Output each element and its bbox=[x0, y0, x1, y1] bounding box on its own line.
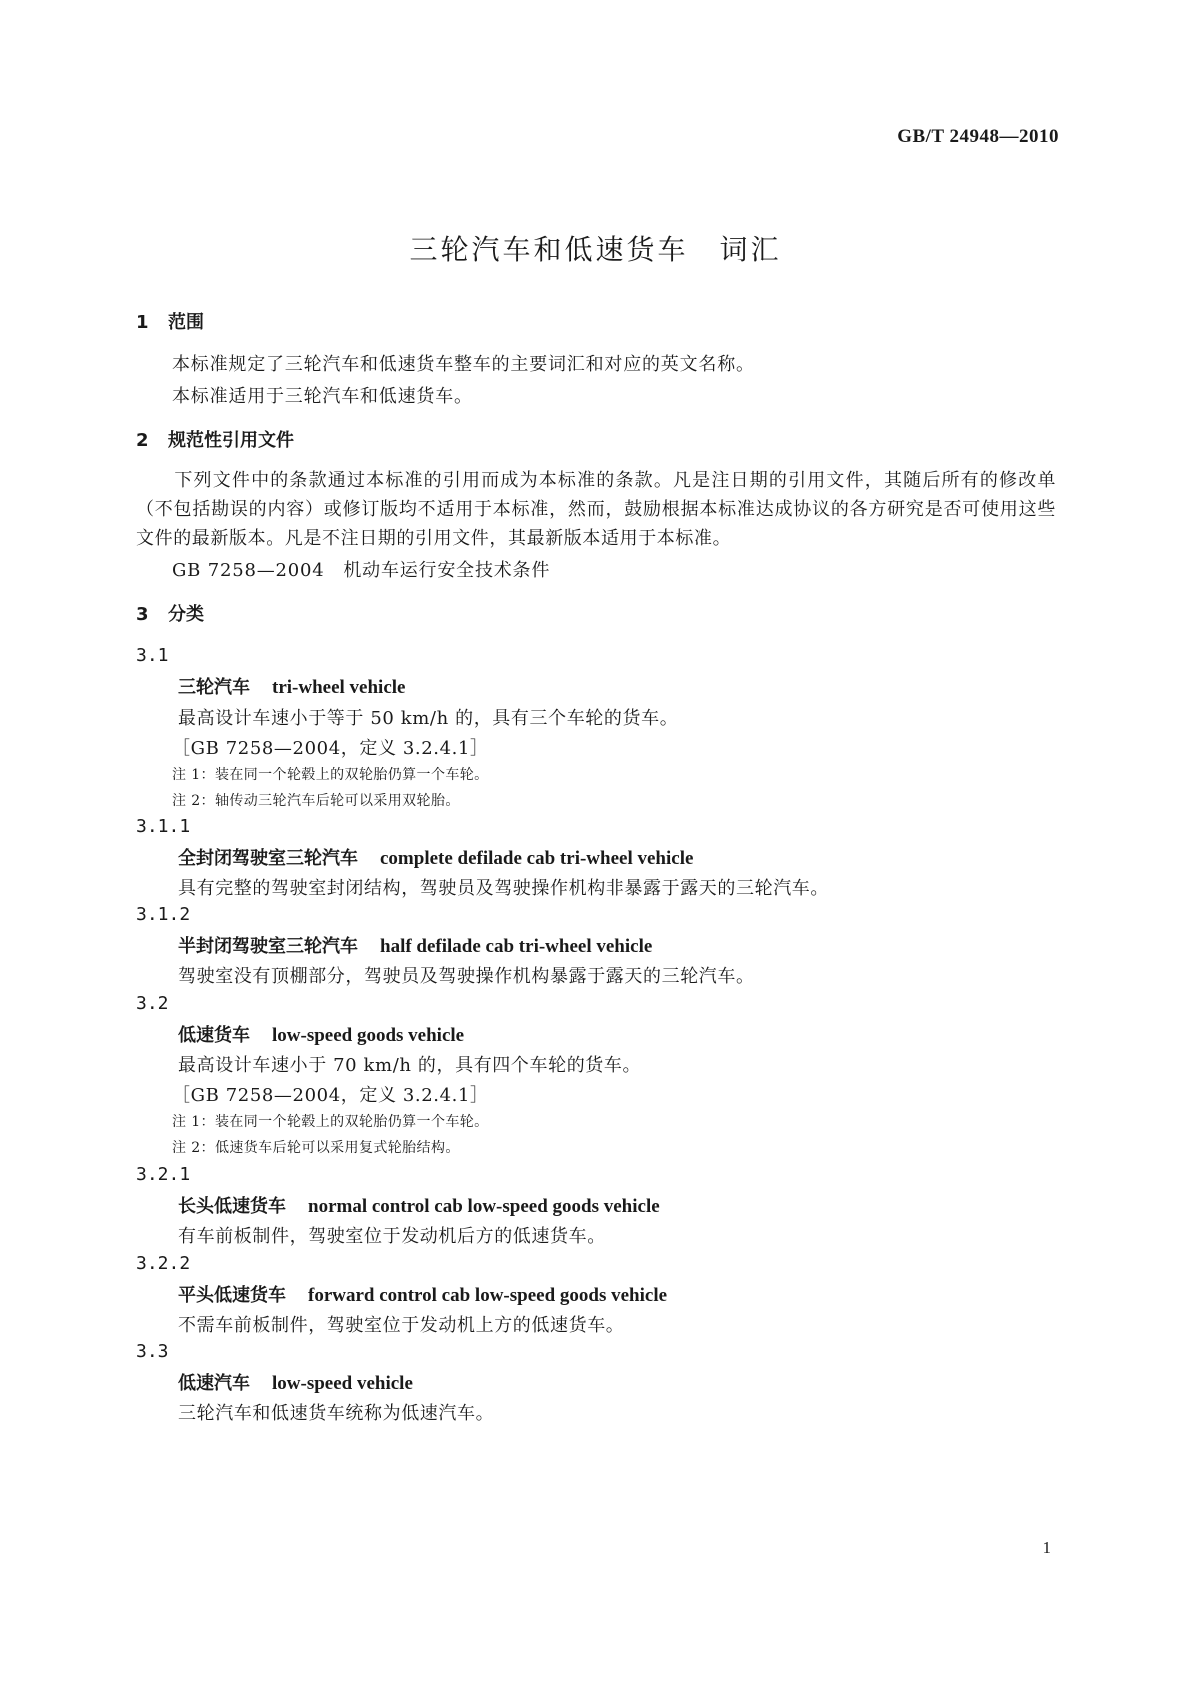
term-en: complete defilade cab tri-wheel vehicle bbox=[380, 848, 694, 869]
term-en: half defilade cab tri-wheel vehicle bbox=[380, 936, 653, 957]
scope-paragraph-2: 本标准适用于三轮汽车和低速货车。 bbox=[172, 386, 473, 407]
term-definition: 不需车前板制件，驾驶室位于发动机上方的低速货车。 bbox=[178, 1315, 625, 1336]
term-note: 注 2：低速货车后轮可以采用复式轮胎结构。 bbox=[172, 1140, 460, 1156]
clause-number: 3.2.2 bbox=[136, 1253, 191, 1274]
section-title: 范围 bbox=[168, 312, 204, 333]
term-zh: 半封闭驾驶室三轮汽车 bbox=[178, 936, 358, 957]
term-entry bbox=[178, 844, 693, 870]
term-entry bbox=[178, 1369, 413, 1395]
term-zh: 平头低速货车 bbox=[178, 1285, 286, 1306]
section-number: 3 bbox=[136, 604, 149, 625]
document-title: 三轮汽车和低速货车 词汇 bbox=[409, 233, 782, 266]
standard-code: GB/T 24948—2010 bbox=[897, 126, 1059, 147]
term-note: 注 2：轴传动三轮汽车后轮可以采用双轮胎。 bbox=[172, 793, 460, 809]
term-definition: 具有完整的驾驶室封闭结构，驾驶员及驾驶操作机构非暴露于露天的三轮汽车。 bbox=[178, 878, 829, 899]
term-note: 注 1：装在同一个轮毂上的双轮胎仍算一个车轮。 bbox=[172, 1114, 489, 1130]
term-en: low-speed goods vehicle bbox=[272, 1025, 465, 1046]
section-2-heading bbox=[136, 426, 294, 452]
section-title: 规范性引用文件 bbox=[168, 430, 294, 451]
section-title: 分类 bbox=[168, 604, 204, 625]
term-zh: 全封闭驾驶室三轮汽车 bbox=[178, 848, 358, 869]
term-entry bbox=[178, 1021, 464, 1047]
term-en: forward control cab low-speed goods vehicle bbox=[308, 1285, 668, 1306]
clause-number: 3.1.2 bbox=[136, 904, 191, 925]
term-definition: 最高设计车速小于 70 km/h 的，具有四个车轮的货车。 bbox=[178, 1055, 642, 1076]
page-number: 1 bbox=[1042, 1538, 1051, 1557]
normative-paragraph: 下列文件中的条款通过本标准的引用而成为本标准的条款。凡是注日期的引用文件，其随后所有的修改单（不包括勘误的内容）或修订版均不适用于本标准，然而，鼓励根据本标准达成协议的各方研究是否可使用这些文件的最新版本。凡是不注日期的引用文件，其最新版本适用于本标准。 bbox=[136, 470, 1056, 549]
clause-number: 3.3 bbox=[136, 1341, 169, 1362]
normative-reference: GB 7258—2004 机动车运行安全技术条件 bbox=[172, 560, 551, 581]
clause-number: 3.2 bbox=[136, 993, 169, 1014]
term-zh: 三轮汽车 bbox=[178, 677, 250, 698]
section-number: 2 bbox=[136, 430, 149, 451]
term-source: ［GB 7258—2004，定义 3.2.4.1］ bbox=[172, 738, 489, 759]
term-entry bbox=[178, 932, 652, 958]
term-definition: 驾驶室没有顶棚部分，驾驶员及驾驶操作机构暴露于露天的三轮汽车。 bbox=[178, 966, 755, 987]
clause-number: 3.2.1 bbox=[136, 1164, 191, 1185]
term-en: low-speed vehicle bbox=[272, 1373, 413, 1394]
section-3-heading bbox=[136, 600, 204, 626]
term-source: ［GB 7258—2004，定义 3.2.4.1］ bbox=[172, 1085, 489, 1106]
term-en: tri-wheel vehicle bbox=[272, 677, 406, 698]
section-1-heading bbox=[136, 308, 204, 334]
scope-paragraph-1: 本标准规定了三轮汽车和低速货车整车的主要词汇和对应的英文名称。 bbox=[172, 354, 755, 375]
term-entry bbox=[178, 673, 405, 699]
term-note: 注 1：装在同一个轮毂上的双轮胎仍算一个车轮。 bbox=[172, 767, 489, 783]
term-en: normal control cab low-speed goods vehicle bbox=[308, 1196, 660, 1217]
term-zh: 低速货车 bbox=[178, 1025, 250, 1046]
term-definition: 有车前板制件，驾驶室位于发动机后方的低速货车。 bbox=[178, 1226, 606, 1247]
term-zh: 长头低速货车 bbox=[178, 1196, 286, 1217]
section-number: 1 bbox=[136, 312, 149, 333]
clause-number: 3.1 bbox=[136, 645, 169, 666]
term-zh: 低速汽车 bbox=[178, 1373, 250, 1394]
term-entry bbox=[178, 1192, 660, 1218]
clause-number: 3.1.1 bbox=[136, 816, 191, 837]
term-definition: 最高设计车速小于等于 50 km/h 的，具有三个车轮的货车。 bbox=[178, 708, 679, 729]
term-definition: 三轮汽车和低速货车统称为低速汽车。 bbox=[178, 1403, 495, 1424]
term-entry bbox=[178, 1281, 667, 1307]
